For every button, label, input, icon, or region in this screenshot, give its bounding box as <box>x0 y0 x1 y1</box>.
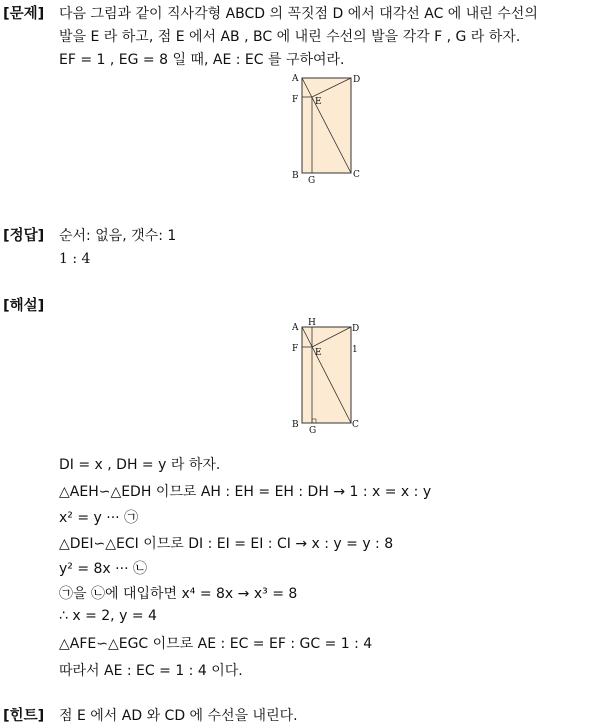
solution-line-1: DI = x , DH = y 라 하자. <box>59 457 221 473</box>
figure-rectangle-abcd <box>288 72 368 184</box>
vertex-label-d: D <box>353 75 361 85</box>
hint-label: [힌트] <box>3 708 45 724</box>
solution-line-9: 따라서 AE : EC = 1 : 4 이다. <box>59 663 243 679</box>
figure-solution <box>288 316 368 436</box>
problem-line-2: 발을 E 라 하고, 점 E 에서 AB , BC 에 내린 수선의 발을 각각 F , G 라 하자. <box>59 29 521 45</box>
solution-line-2: △AEH∽△EDH 이므로 AH : EH = EH : DH → 1 : x = x : y <box>59 484 432 500</box>
solution-line-3: x² = y ··· ㉠ <box>59 510 139 526</box>
point-label-g: G <box>309 426 317 436</box>
point-label-f: F <box>292 95 299 105</box>
hint-text: 점 E 에서 AD 와 CD 에 수선을 내린다. <box>59 708 298 724</box>
problem-line-1: 다음 그림과 같이 직사각형 ABCD 의 꼭짓점 D 에서 대각선 AC 에 내린 수선의 <box>59 6 538 22</box>
point-label-e: E <box>315 348 322 358</box>
vertex-label-a: A <box>292 323 299 333</box>
point-label-f: F <box>292 344 299 354</box>
vertex-label-b: B <box>292 420 299 430</box>
point-label-h: H <box>308 318 316 328</box>
solution-line-5: y² = 8x ··· ㉡ <box>59 561 147 577</box>
point-label-g: G <box>308 176 316 184</box>
point-label-e: E <box>315 97 322 107</box>
vertex-label-d: D <box>352 324 360 334</box>
solution-line-4: △DEI∽△ECI 이므로 DI : EI = EI : CI → x : y = y : 8 <box>59 536 394 552</box>
solution-label: [해설] <box>3 298 45 314</box>
solution-line-8: △AFE∽△EGC 이므로 AE : EC = EF : GC = 1 : 4 <box>59 636 373 652</box>
solution-line-6: ㉠을 ㉡에 대입하면 x⁴ = 8x → x³ = 8 <box>59 586 298 602</box>
vertex-label-a: A <box>292 74 299 84</box>
answer-value: 1 : 4 <box>59 251 91 267</box>
problem-line-3: EF = 1 , EG = 8 일 때, AE : EC 를 구하여라. <box>59 52 345 68</box>
vertex-label-c: C <box>353 170 360 180</box>
problem-label: [문제] <box>3 6 45 22</box>
vertex-label-b: B <box>292 171 299 181</box>
side-label-1: 1 <box>352 345 358 355</box>
solution-line-7: ∴ x = 2, y = 4 <box>59 608 157 624</box>
answer-meta: 순서: 없음, 갯수: 1 <box>59 228 177 244</box>
vertex-label-c: C <box>352 420 359 430</box>
answer-label: [정답] <box>3 228 45 244</box>
